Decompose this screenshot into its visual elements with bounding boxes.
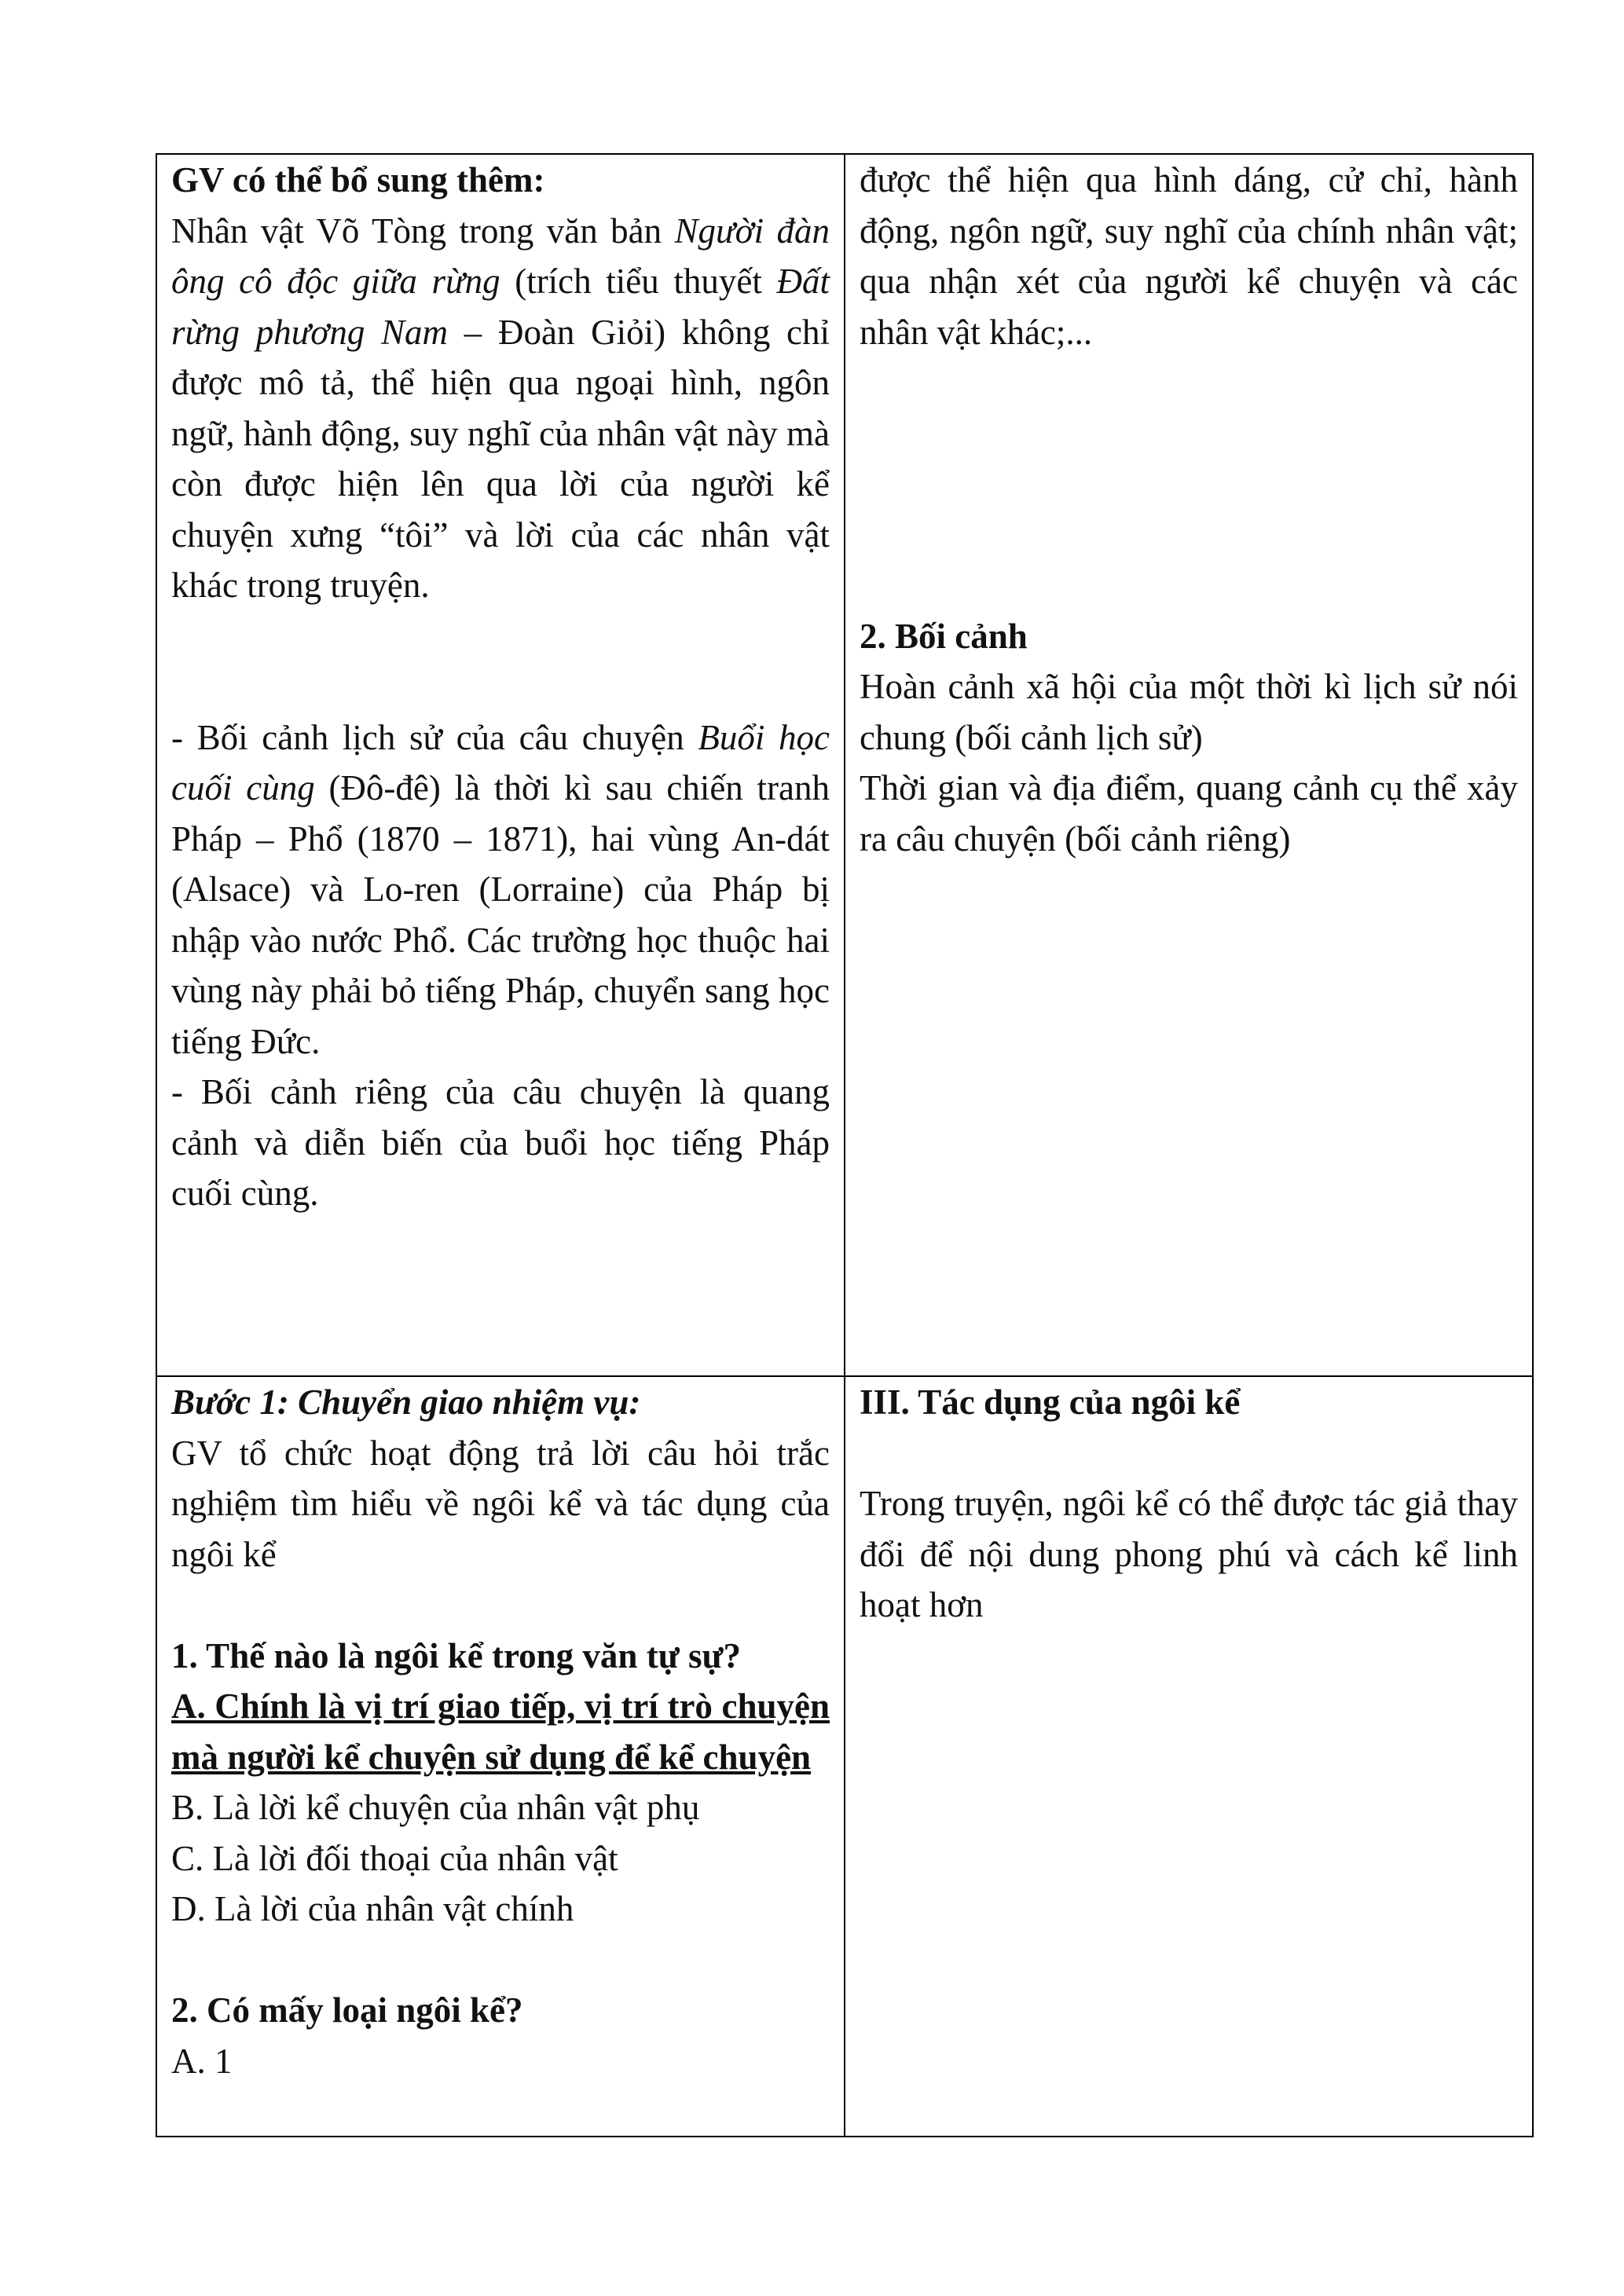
lesson-table [156,153,1534,2137]
setting-heading: 2. Bối cảnh [860,616,1028,656]
step-heading: Bước 1: Chuyển giao nhiệm vụ: [171,1382,641,1422]
question-1-option-b: B. Là lời kể chuyện của nhân vật phụ [171,1788,700,1827]
activity-intro: GV tổ chức hoạt động trả lời câu hỏi trắc nghiệm tìm hiểu về ngôi kể và tác dụng của ngôi kể [171,1433,830,1574]
question-2-option-a: A. 1 [171,2041,233,2081]
specific-context-paragraph: - Bối cảnh riêng của câu chuyện là quang cảnh và diễn biến của buổi học tiếng Pháp cuối cùng. [171,1072,830,1213]
table-row [156,1376,1533,2137]
table-row [156,154,1533,1376]
character-paragraph: Nhân vật Võ Tòng trong văn bản Người đàn ông cô độc giữa rừng (trích tiểu thuyết Đất rừng phương Nam – Đoàn Giỏi) không chỉ được mô tả, thể hiện qua ngoại hình, ngôn ngữ, hành động, suy nghĩ của nhân vật này mà còn được hiện lên qua lời của người kể chuyện xưng “tôi” và lời của các nhân vật khác trong truyện. [171,211,830,605]
work-title: Đất rừng phương Nam [171,262,830,352]
specific-setting-paragraph: Thời gian và địa điểm, quang cảnh cụ thể xảy ra câu chuyện (bối cảnh riêng) [860,768,1518,859]
question-1-option-d: D. Là lời của nhân vật chính [171,1889,574,1928]
character-expression-paragraph: được thể hiện qua hình dáng, cử chỉ, hành động, ngôn ngữ, suy nghĩ của chính nhân vật; qua nhận xét của người kể chuyện và các nhân vật khác;... [860,160,1518,352]
narration-effect-paragraph: Trong truyện, ngôi kể có thể được tác giả thay đổi để nội dung phong phú và cách kể linh hoạt hơn [860,1484,1518,1624]
teacher-notes-cell [156,154,845,1376]
question-1: 1. Thế nào là ngôi kể trong văn tự sự? [171,1635,741,1675]
supplement-heading: GV có thể bổ sung thêm: [171,160,545,200]
work-title: Người đàn ông cô độc giữa rừng [171,211,830,301]
question-1-option-c: C. Là lời đối thoại của nhân vật [171,1838,618,1878]
question-1-correct-answer: A. Chính là vị trí giao tiếp, vị trí trò chuyện mà người kể chuyện sử dụng để kể chuyện [171,1686,830,1777]
historical-context-paragraph: - Bối cảnh lịch sử của câu chuyện Buổi học cuối cùng (Đô-đê) là thời kì sau chiến tranh Pháp – Phổ (1870 – 1871), hai vùng An-dát (Alsace) và Lo-ren (Lorraine) của Pháp bị nhập vào nước Phổ. Các trường học thuộc hai vùng này phải bỏ tiếng Pháp, chuyển sang học tiếng Đức. [171,717,830,1061]
historical-setting-paragraph: Hoàn cảnh xã hội của một thời kì lịch sử nói chung (bối cảnh lịch sử) [860,667,1518,757]
work-title: Buổi học cuối cùng [171,717,830,807]
question-2: 2. Có mấy loại ngôi kể? [171,1990,523,2030]
knowledge-cell [845,154,1533,1376]
activity-cell [156,1376,845,2137]
narration-effect-cell [845,1376,1533,2137]
narration-effect-heading: III. Tác dụng của ngôi kể [860,1382,1241,1422]
